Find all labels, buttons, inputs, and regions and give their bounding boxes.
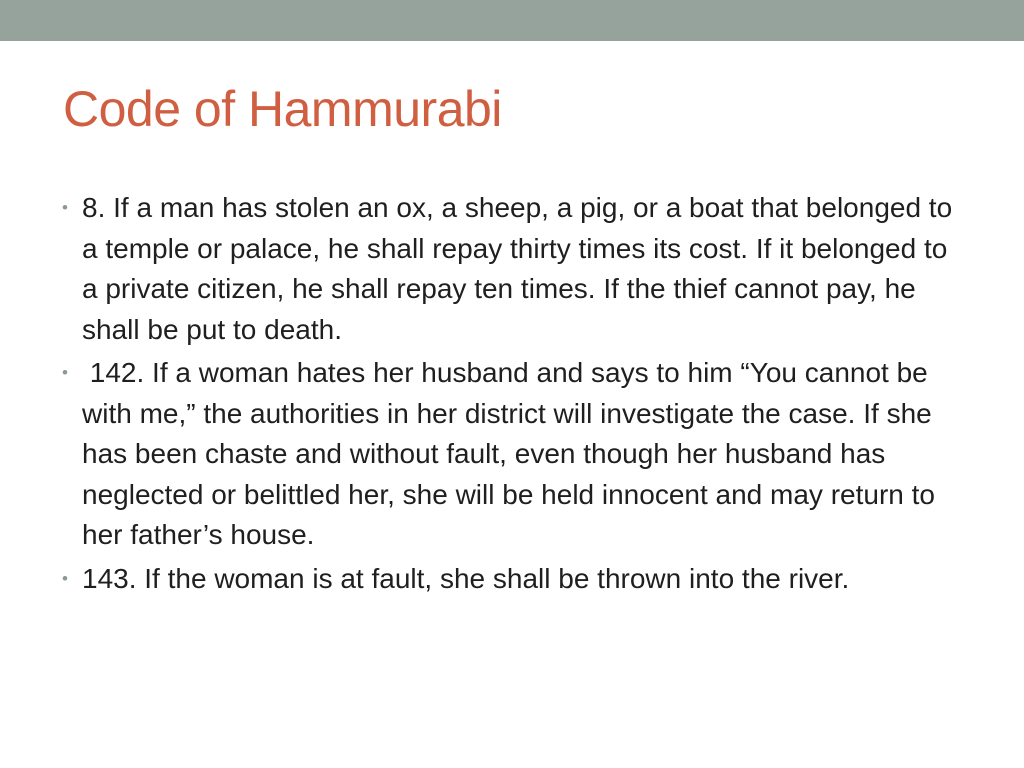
top-accent-band <box>0 0 1024 41</box>
bullet-item-law-142 <box>62 353 967 556</box>
bullet-list <box>62 188 967 599</box>
bullet-dot-icon: • <box>62 568 68 588</box>
bullet-item-law-143 <box>62 559 967 600</box>
bullet-text: 8. If a man has stolen an ox, a sheep, a pig, or a boat that belonged to a temple or palace, he shall repay thirty times its cost. If it belonged to a private citizen, he shall repay ten times. If the thief cannot pay, he shall be put to death. <box>82 192 960 345</box>
bullet-dot-icon: • <box>62 363 68 382</box>
bullet-text: 142. If a woman hates her husband and says to him “You cannot be with me,” the authorities in her district will investigate the case. If she has been chaste and without fault, even though her husband has neglected or belittled her, she will be held innocent and may return to her father’s house. <box>82 357 943 550</box>
bullet-text: 143. If the woman is at fault, she shall be thrown into the river. <box>82 562 850 594</box>
slide-title: Code of Hammurabi <box>63 81 502 137</box>
bullet-item-law-8 <box>62 188 967 350</box>
bullet-dot-icon: • <box>62 198 68 217</box>
